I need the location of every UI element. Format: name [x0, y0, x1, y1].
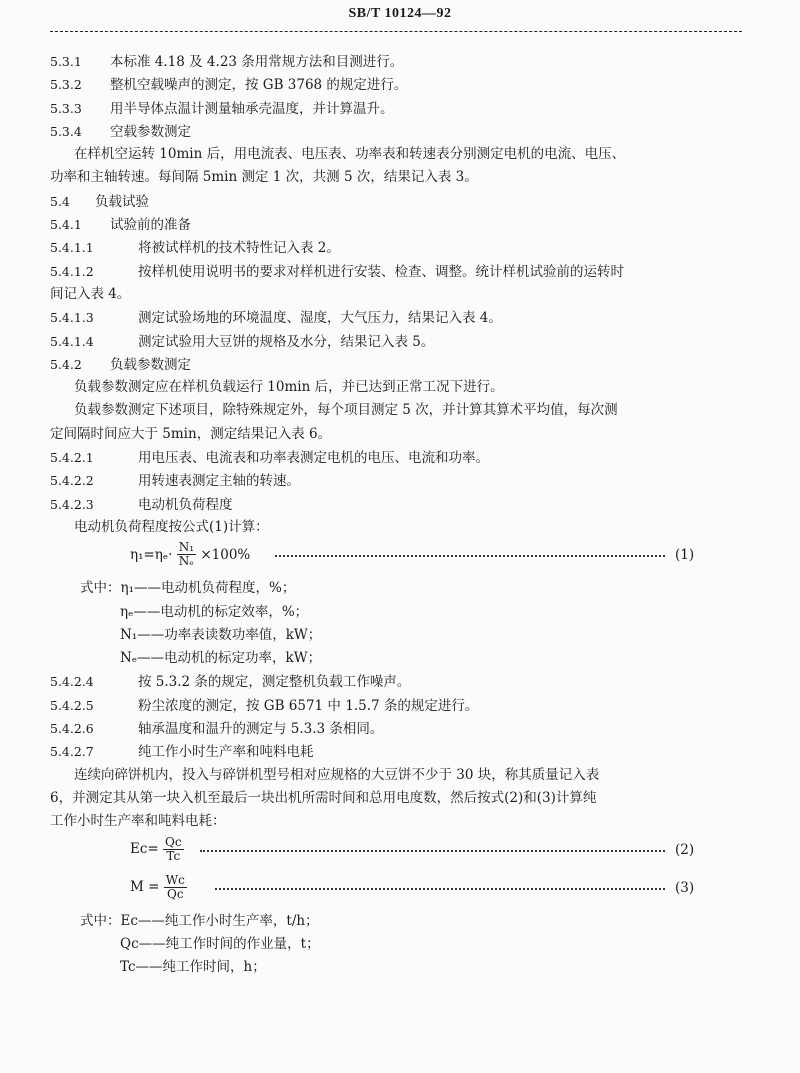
- section-heading: 试验前的准备: [110, 217, 191, 234]
- leader-dots: [275, 555, 665, 557]
- section-heading: 纯工作小时生产率和吨料电耗: [138, 744, 314, 761]
- section-5-4-2-2: [50, 469, 750, 492]
- where-label: 式中：: [80, 912, 121, 929]
- paragraph: 负载参数测定下述项目，除特殊规定外，每个项目测定 5 次，并计算其算术平均值，每次测: [74, 402, 618, 419]
- variable-definition: [50, 624, 750, 647]
- section-number: 5.4.1.4: [50, 333, 94, 349]
- section-number: 5.4.2.4: [50, 674, 94, 690]
- section-5-3-4: [50, 120, 750, 143]
- section-text: 用电压表、电流表和功率表测定电机的电压、电流和功率。: [138, 450, 489, 467]
- section-number: 5.3.2: [50, 77, 82, 93]
- section-5-4-2-6: [50, 717, 750, 740]
- variable-definition: [50, 577, 750, 600]
- denominator: Nₑ: [178, 554, 194, 569]
- formula-3: [50, 872, 750, 910]
- symbol: N₁: [120, 626, 138, 643]
- section-5-4-1: [50, 213, 750, 236]
- symbol: Ec: [120, 912, 138, 929]
- description: ——纯工作时间，h；: [135, 959, 266, 976]
- section-5-4-2-7: [50, 740, 750, 763]
- header-rule: [50, 31, 742, 32]
- formula-body: [130, 541, 250, 568]
- equation-number: (2): [675, 841, 695, 858]
- page-header: SB/T 10124—92: [348, 6, 452, 21]
- section-heading: 负载试验: [95, 193, 149, 210]
- numerator: N₁: [178, 540, 195, 555]
- description: ——纯工作时间的作业量，t；: [138, 935, 320, 952]
- symbol: Tc: [120, 959, 136, 976]
- symbol: ηₑ: [120, 603, 134, 620]
- section-number: 5.4.2.6: [50, 721, 94, 737]
- paragraph: 在样机空运转 10min 后，用电流表、电压表、功率表和转速表分别测定电机的电流、电压、: [74, 146, 626, 163]
- description: ——电动机的标定功率，kW；: [137, 650, 322, 667]
- section-number: 5.4.2: [50, 356, 82, 372]
- section-heading: 电动机负荷程度: [138, 496, 233, 513]
- formula-lhs: M =: [130, 879, 160, 895]
- section-text: 按 5.3.2 条的规定，测定整机负载工作噪声。: [138, 674, 411, 691]
- numerator: Wc: [165, 872, 185, 887]
- paragraph: 负载参数测定应在样机负载运行 10min 后，并已达到正常工况下进行。: [74, 379, 504, 396]
- symbol: Nₑ: [120, 650, 138, 667]
- equation-number: (1): [675, 547, 695, 564]
- section-5-3-2: [50, 73, 750, 96]
- variable-definition: [50, 647, 750, 670]
- section-5-4-1-1: [50, 236, 750, 259]
- section-text: 测定试验场地的环境温度、湿度，大气压力，结果记入表 4。: [138, 310, 502, 327]
- section-number: 5.3.1: [50, 54, 82, 69]
- paragraph-cont: 间记入表 4。: [50, 285, 131, 302]
- leader-dots: [215, 888, 665, 890]
- formula-body: [130, 836, 184, 863]
- paragraph-cont: 工作小时生产率和吨料电耗：: [50, 813, 226, 830]
- section-5-4-2-4: [50, 670, 750, 693]
- section-text: 用半导体点温计测量轴承壳温度，并计算温升。: [110, 100, 394, 117]
- section-number: 5.4.1.1: [50, 240, 94, 256]
- section-text: 本标准 4.18 及 4.23 条用常规方法和目测进行。: [110, 54, 404, 70]
- section-text: 测定试验用大豆饼的规格及水分，结果记入表 5。: [138, 333, 435, 350]
- section-5-4: [50, 190, 750, 213]
- section-5-4-2-1: [50, 446, 750, 469]
- section-number: 5.4.2.2: [50, 473, 94, 489]
- formula-lhs: η₁=ηₑ·: [130, 546, 173, 563]
- section-5-3-3: [50, 97, 750, 120]
- document-body: [50, 50, 750, 979]
- section-5-4-1-3: [50, 306, 750, 329]
- section-5-4-2-3: [50, 493, 750, 516]
- section-number: 5.4.2.7: [50, 744, 94, 760]
- section-heading: 空载参数测定: [110, 123, 191, 140]
- symbol: Qc: [120, 935, 139, 952]
- variable-definition: [50, 601, 750, 624]
- description: ——电动机负荷程度，%；: [134, 580, 296, 597]
- symbol: η₁: [120, 580, 134, 597]
- leader-dots: [200, 850, 665, 852]
- section-number: 5.4.2.3: [50, 496, 94, 512]
- section-5-4-1-4: [50, 330, 750, 353]
- section-5-4-2: [50, 353, 750, 376]
- section-text: 将被试样机的技术特性记入表 2。: [138, 240, 340, 257]
- section-5-4-2-5: [50, 694, 750, 717]
- formula-1: [50, 539, 750, 577]
- section-5-4-1-2: [50, 260, 750, 283]
- section-number: 5.4.2.1: [50, 450, 94, 466]
- description: ——纯工作小时生产率，t/h；: [137, 912, 319, 929]
- variable-definition: [50, 933, 750, 956]
- variable-definition: [50, 910, 750, 933]
- variable-definition: [50, 956, 750, 979]
- description: ——电动机的标定效率，%；: [133, 603, 309, 620]
- fraction: [177, 541, 196, 568]
- section-text: 粉尘浓度的测定，按 GB 6571 中 1.5.7 条的规定进行。: [138, 697, 479, 714]
- section-heading: 负载参数测定: [110, 356, 191, 373]
- formula-rhs: ×100%: [200, 546, 251, 563]
- section-number: 5.3.4: [50, 123, 82, 139]
- section-5-3-1: [50, 50, 750, 73]
- section-number: 5.4.1.3: [50, 310, 94, 326]
- paragraph: 电动机负荷程度按公式(1)计算：: [74, 518, 269, 535]
- formula-body: [130, 874, 187, 901]
- paragraph-cont: 定间隔时间应大于 5min，测定结果记入表 6。: [50, 425, 332, 442]
- paragraph-cont: 6，并测定其从第一块入机至最后一块出机所需时间和总用电度数，然后按式(2)和(3)计算纯: [50, 789, 597, 806]
- numerator: Qc: [165, 834, 182, 849]
- denominator: Tc: [166, 848, 181, 863]
- denominator: Qc: [166, 886, 184, 901]
- section-text: 用转速表测定主轴的转速。: [138, 473, 300, 490]
- section-number: 5.4.1: [50, 217, 82, 233]
- description: ——功率表读数功率值，kW；: [137, 626, 322, 643]
- paragraph-cont: 功率和主轴转速。每间隔 5min 测定 1 次，共测 5 次，结果记入表 3。: [50, 169, 478, 186]
- section-text: 整机空载噪声的测定，按 GB 3768 的规定进行。: [110, 77, 408, 94]
- fraction: [163, 836, 184, 863]
- formula-lhs: Ec=: [130, 841, 159, 857]
- equation-number: (3): [675, 879, 695, 896]
- section-text: 按样机使用说明书的要求对样机进行安装、检查、调整。统计样机试验前的运转时: [138, 263, 624, 280]
- section-text: 轴承温度和温升的测定与 5.3.3 条相同。: [138, 721, 384, 738]
- paragraph: 连续向碎饼机内，投入与碎饼机型号相对应规格的大豆饼不少于 30 块，称其质量记入表: [74, 766, 600, 783]
- section-number: 5.4.2.5: [50, 697, 94, 713]
- fraction: [164, 874, 187, 901]
- section-number: 5.3.3: [50, 100, 82, 116]
- formula-2: [50, 834, 750, 872]
- section-number: 5.4: [50, 193, 70, 209]
- section-number: 5.4.1.2: [50, 263, 94, 279]
- where-label: 式中：: [80, 580, 121, 597]
